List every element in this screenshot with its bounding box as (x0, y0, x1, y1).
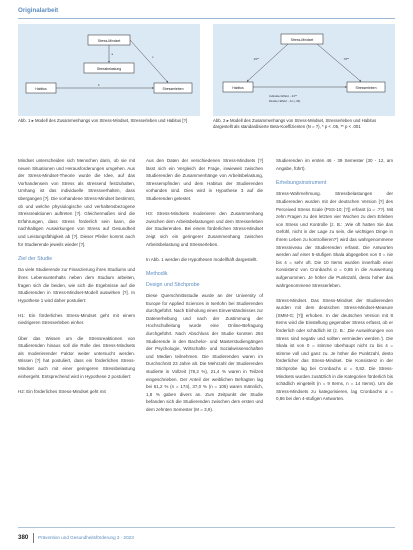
fig2-direct-effect: Direkter Effekt: -.11 (-.09) (269, 99, 301, 103)
fig1-path-c: c (152, 55, 154, 59)
heading-erhebungsinstrument: Erhebungsinstrument (276, 179, 327, 186)
journal-name: Prävention und Gesundheitsförderung 3 · 2023 (38, 535, 134, 540)
hypothesis-2: H2: Ein förderliches Stress-Mindset geht mit (18, 388, 106, 394)
figure-1-caption: Abb. 1 ▸ Modell des Zusammenhangs von Stress-Mindset, Stresserleben und Habitus [?] (18, 118, 188, 123)
left-paragraph-3: Über das Wissen um die Stressreaktionen von Studierenden hinaus soll die Rolle des Stress-Mindsets als moderierender Faktor weiter untersucht werden. Wissen [?] hat postuliert, dass ein förderliches Stress-Mindset auch mit einer geringeren Stressbelastung einhergeht. Entsprechend wird in Hypothese 2 postuliert: (18, 335, 135, 379)
right-paragraph-1: Studierenden im ersten 46 - 39 Semester (30 - 12, am Angabe, führt). (276, 158, 393, 171)
fig1-label-stress-mindset: Stress-Mindset (97, 38, 121, 43)
fig2-label-stress-mindset: Stress-Mindset (290, 37, 314, 42)
fig2-indirect-effect: Indirekter Effekt: -.31** (269, 94, 298, 98)
section-tag: Originalarbeit (18, 7, 59, 14)
left-paragraph-1: Mindset unterscheiden sich Menschen darin, ob sie mit neuen Situationen und Herausforderungen umgehen. Aus der Stress-Mindset-Theorie wurde die Idee, auf das Vorhandensein von Stress als stressend festzuhalten, Umhang ist das individuelle Stressverhalten, dass übergangen [?]. Die vorhandene Stress-Mindset bestimmt, ob und welche physiologische und verhaltensbezogene Stressreaktionen auftreten [?]. Gleichermaßen sind die Erfahrungen, dass Stress förderlich sein kann, die nachhaltigen Auswirkungen von Stress auf Gesundheit und Leistungsfähigkeit ab [?]. Dieser Pfeiler kommt auch für Studierende jeweils wieder [?]. (18, 158, 135, 247)
fig2-path-top: .29** (253, 57, 260, 61)
column-left (18, 157, 135, 403)
fig1-path-a: a (111, 52, 114, 56)
figure-2 (213, 24, 395, 116)
footer-rule (18, 527, 395, 528)
middle-paragraph-3: Diese Querschnittsstudie wurde an der University of Europe for Applied Sciences in Iserlohn bei Studierenden durchgeführt. Nach Einholung eines Einverständnisses zur Datenerhebung und nach der Zustimmung der Hochschulleitung wurde eine Online-Befragung durchgeführt. Nach Abschluss der Studie konnten 284 Studierende in den Bachelor- und Masterstudiengängen der Psychologie, Wirtschafts- und Sozialwissenschaften und Medien teilnehmen. Die Studierenden waren im Durchschnitt 23 Jahre alt. Die Mehrzahl der Studierenden studierte in Vollzeit (78,2 %), 21,4 % waren in Teilzeit eingeschrieben. Der Anteil der weiblichen Befragten lag bei 61,2 % (n = 174), 37,0 % (n = 105) waren männlich, 1,8 % gaben divers an. Zum Zeitpunkt der Studie befanden sich die Studierenden zwischen dem ersten und dem zehnten Semester (M = 3,9). (146, 293, 263, 412)
fig1-arrow-c (130, 40, 168, 83)
right-paragraph-2: Stress-Wahrnehmung. Stressbelastungen der Studierenden wurden mit der deutschen Version [?] des Perceived Stress Scale (PSS-10; [?]) erfasst (α = .??). Mit zehn Fragen zu den letzten vier Wochen zu dem Erleben von Stress und Kontrolle (z. B.: ‚Wie oft hatten Sie das Gefühl, nicht in der Lage zu sein, die wichtigen Dinge in Ihrem Leben zu kontrollieren?') wird das wahrgenommene Stressniveau der Studierenden erfasst. Die Antworten werden auf einer 5-stufigen Skala abgegeben von 0 = nie bis 4 = sehr oft. Die 10 Items wurden innerhalb einer Konsistenz von Cronbachs α = 0,85 in die Auswertung aufgenommen. Je höher die Punktzahl, desto höher das wahrgenommene Stresserleben. (276, 191, 393, 288)
fig1-path-b: b (98, 83, 100, 88)
hypothesis-1: H1: Ein förderliches Stress-Mindset geht mit einem niedrigeren Stresserleben einher. (18, 312, 135, 326)
top-rule (18, 18, 395, 19)
subheading-design: Design und Stichprobe (146, 281, 200, 288)
left-paragraph-2: Da viele Studierende zur Finanzierung ihres Studiums und ihres Lebensunterhalts neben dem Studium arbeiten, fragen sich die beiden, wie sich die Ergebnisse auf die Studierenden in Stress-Mindset-Modell auswirken [?]. In Hypothese 1 wird daher postuliert: (18, 267, 135, 303)
fig1-label-stressbelastung: Stressbelastung (96, 66, 122, 71)
column-right (276, 157, 393, 411)
fig2-arrow-right (317, 44, 361, 82)
heading-ziel-der-studie: Ziel der Studie (18, 255, 53, 262)
fig2-arrow-left (247, 44, 288, 82)
fig2-path-right: .78** (343, 57, 350, 61)
figure-2-diagram (213, 24, 395, 116)
column-middle (146, 157, 263, 421)
fig1-label-habitus: Habitus (35, 86, 47, 91)
footer-separator (33, 533, 34, 543)
fig2-label-stresserleben: Stresserleben (355, 85, 377, 90)
middle-paragraph-2: In Abb. 1 werden die Hypothesen modellhaft dargestellt. (146, 256, 258, 262)
fig1-label-stresserleben: Stresserleben (162, 86, 184, 91)
figure-2-caption: Abb. 2 ▸ Modell des Zusammenhangs von Stress-Mindset, Stresserleben und Habitus dargestellt als standardisierte Beta-Koeffizienten (N = ?), * p < .05, ** p < .001 (213, 118, 377, 129)
figure-1-diagram (18, 24, 200, 116)
right-paragraph-3: Stress-Mindset. Das Stress-Mindset der Studierenden wurden mit dem deutschen Stress-Mindset-Measure (SMM-G; [?]) erhoben. In der deutschen Version mit 8 Items wird die Einstellung gegenüber Stress erfasst, ob er förderlich oder schädlich ist (z. B.: ‚Die Auswirkungen von Stress sind negativ und sollten vermieden werden.'). Die Skala ist von 0 = stimme überhaupt nicht zu bis 4 = stimme voll und ganz zu. Je höher die Punktzahl, desto förderlicher das Stress-Mindset. Die Konsistenz in der Stichprobe lag bei Cronbachs α = 0,82. Die Stress-Mindsets wurden zusätzlich in die Kategorien förderlich bis schädlich eingeteilt (n = 9 Items, n = 14 Items). Um die Stress-Mindsets zu kategorisieren, lag Cronbachs α = 0,86 bei den 4-stufigen Antworten. (276, 297, 393, 402)
figure-1 (18, 24, 200, 116)
page-number: 380 (18, 534, 29, 541)
heading-methodik: Methodik (146, 270, 168, 277)
hypothesis-3: H3: Stress-Mindsets moderieren den Zusammenhang zwischen dem Arbeitsbelastungen und dem Stresserleben der Studierenden. Bei einem förderlichen Stress-Mindset zeigt sich ein geringerer Zusammenhang zwischen Arbeitsbelastung und Stresserleben. (146, 211, 263, 247)
middle-paragraph-1: Aus den Daten der verschiedenen Stress-Mindsets [?] lässt sich ein Vergleich der Frage, inwieweit zwischen Studierenden die Zusammenhänge von Arbeitsbelastung, Stressempfinden und dem Habitus der Studierenden vorhanden sind. Dies wird in Hypothese 3 auf die Studierenden getestet. (146, 158, 263, 201)
fig2-label-habitus: Habitus (232, 85, 244, 90)
